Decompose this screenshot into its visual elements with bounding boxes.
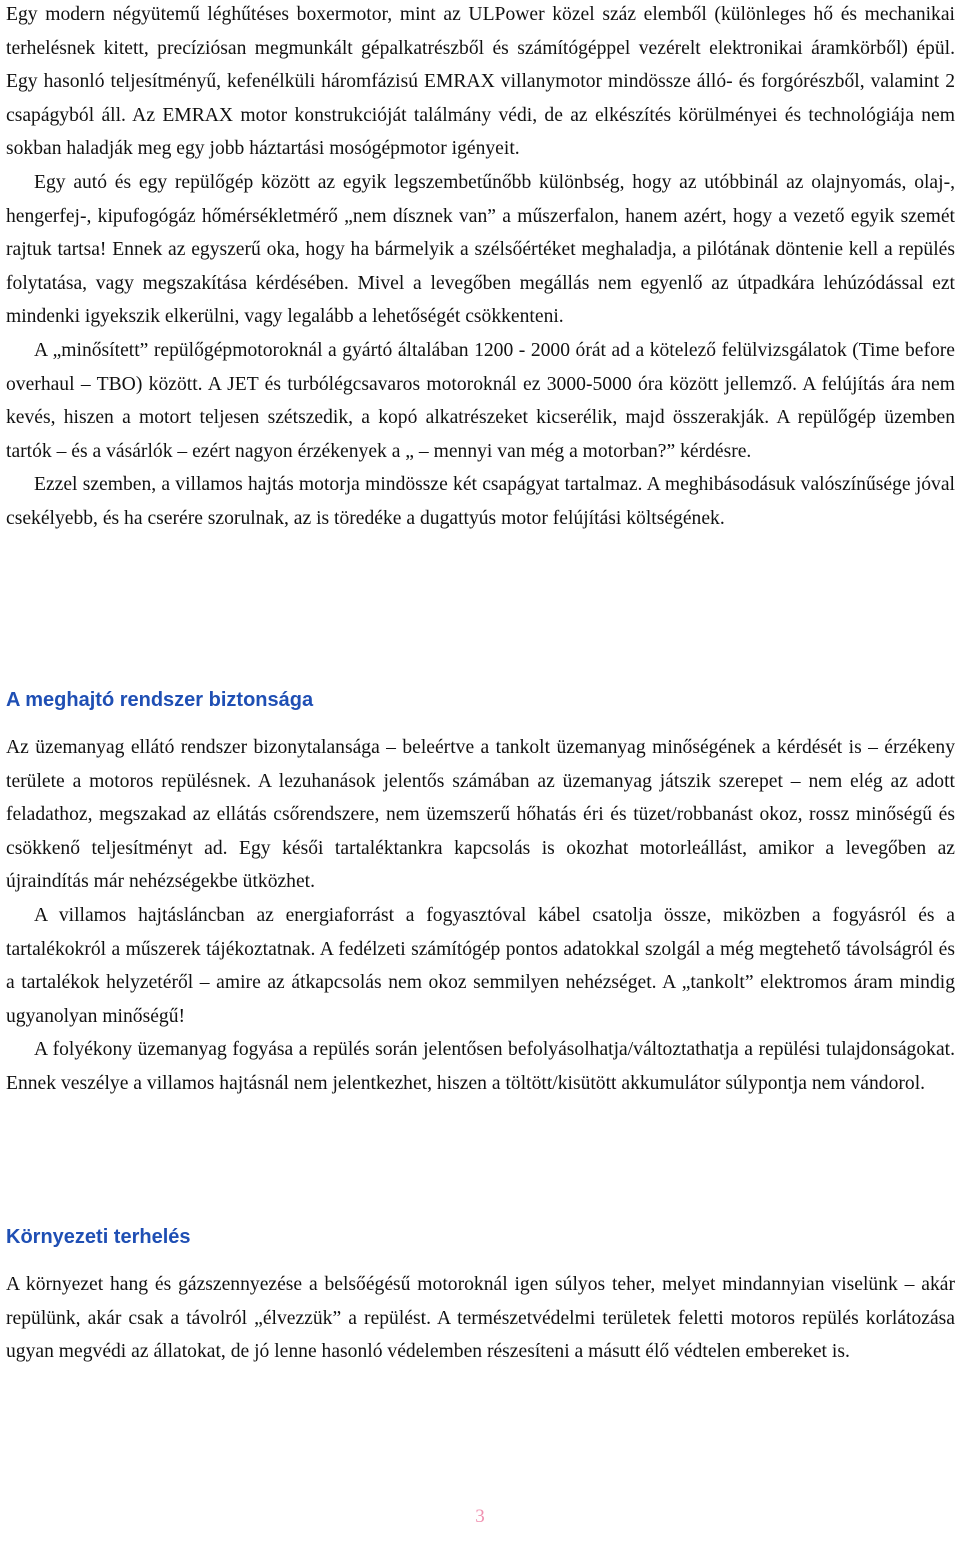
paragraph: A környezet hang és gázszennyezése a belsőégésű motoroknál igen súlyos teher, melyet mindannyian viselünk – akár repülünk, akár csak a távolról „élvezzük” a repülést. A természetvédelmi területek feletti motoros repülés korlátozása ugyan megvédi az állatokat, de jó lenne hasonló védelemben részesíteni a másutt élő védtelen embereket is. [6, 1274, 955, 1363]
paragraph: Egy modern négyütemű léghűtéses boxermotor, mint az ULPower közel száz elemből (különleges hő és mechanikai terhelésnek kitett, precíziósan megmunkált gépalkatrészből és számítógéppel vezérelt elektronikai áramkörből) épül. Egy hasonló teljesítményű, kefenélküli háromfázisú EMRAX villanymotor mindössze álló- és forgórészből, valamint 2 csapágyból áll. Az EMRAX motor konstrukcióját találmány védi, de az elkészítés körülményei és technológiája nem sokban haladják meg egy jobb háztartási mosógépmotor igényeit. [6, 4, 955, 160]
page-number: 3 [475, 1506, 485, 1527]
section-heading: A meghajtó rendszer biztonsága [6, 689, 314, 711]
section-heading: Környezeti terhelés [6, 1226, 191, 1248]
paragraph: A „minősített” repülőgépmotoroknál a gyártó általában 1200 - 2000 órát ad a kötelező felülvizsgálatok (Time before overhaul – TBO) között. A JET és turbólégcsavaros motoroknál ez 3000-5000 óra között jellemző. A felújítás ára nem kevés, hiszen a motort teljesen szétszedik, a kopó alkatrészeket kicserélik, majd összerakják. A repülőgép üzemben tartók – és a vásárlók – ezért nagyon érzékenyek a „ – mennyi van még a motorban?” kérdésre. [6, 339, 955, 462]
paragraph: Egy autó és egy repülőgép között az egyik legszembetűnőbb különbség, hogy az utóbbinál az olajnyomás, olaj-, hengerfej-, kipufogógáz hőmérsékletmérő „nem dísznek van” a műszerfalon, hanem azért, hogy a vezető egyik szemét rajtuk tartsa! Ennek az egyszerű oka, hogy ha bármelyik a szélsőértéket meghaladja, a pilótának döntenie kell a repülés folytatása, vagy megszakítása kérdésében. Mivel a levegőben megállás nem egyenlő az útpadkára lehúzódással ezt mindenki igyekszik elkerülni, vagy legalább a lehetőségét csökkenteni. [6, 171, 955, 328]
paragraph: Ezzel szemben, a villamos hajtás motorja mindössze két csapágyat tartalmaz. A meghibásodásuk valószínűsége jóval csekélyebb, és ha cserére szorulnak, az is töredéke a dugattyús motor felújítási költségének. [6, 474, 955, 529]
paragraph: A villamos hajtásláncban az energiaforrást a fogyasztóval kábel csatolja össze, miközben a fogyásról és a tartalékokról a műszerek tájékoztatnak. A fedélzeti számítógép pontos adatokkal szolgál a még megtehető távolságról és a tartalékok helyzetéről – amire az átkapcsolás nem okoz semmilyen nehézséget. A „tankolt” elektromos áram mindig ugyanolyan minőségű! [6, 904, 955, 1027]
paragraph: A folyékony üzemanyag fogyása a repülés során jelentősen befolyásolhatja/változtathatja a repülési tulajdonságokat. Ennek veszélye a villamos hajtásnál nem jelentkezhet, hiszen a töltött/kisütött akkumulátor súlypontja nem vándorol. [6, 1039, 955, 1094]
section-intro [6, 0, 955, 536]
paragraph: Az üzemanyag ellátó rendszer bizonytalansága – beleértve a tankolt üzemanyag minőségének a kérdését is – érzékeny területe a motoros repülésnek. A lezuhanások jelentős számában az üzemanyag játszik szerepet – nem elég az adott feladathoz, megszakad az ellátás csőrendszere, nem üzemszerű hőhatás éri és tüzet/robbanást okoz, rossz minőségű és csökkenő teljesítményt ad. Egy késői tartaléktankra kapcsolás is okozhat motorleállást, amikor a levegőben az újraindítás már nehézségekbe ütközhet. [6, 737, 955, 893]
section-drive-safety [6, 731, 955, 1101]
section-environment [6, 1268, 955, 1369]
